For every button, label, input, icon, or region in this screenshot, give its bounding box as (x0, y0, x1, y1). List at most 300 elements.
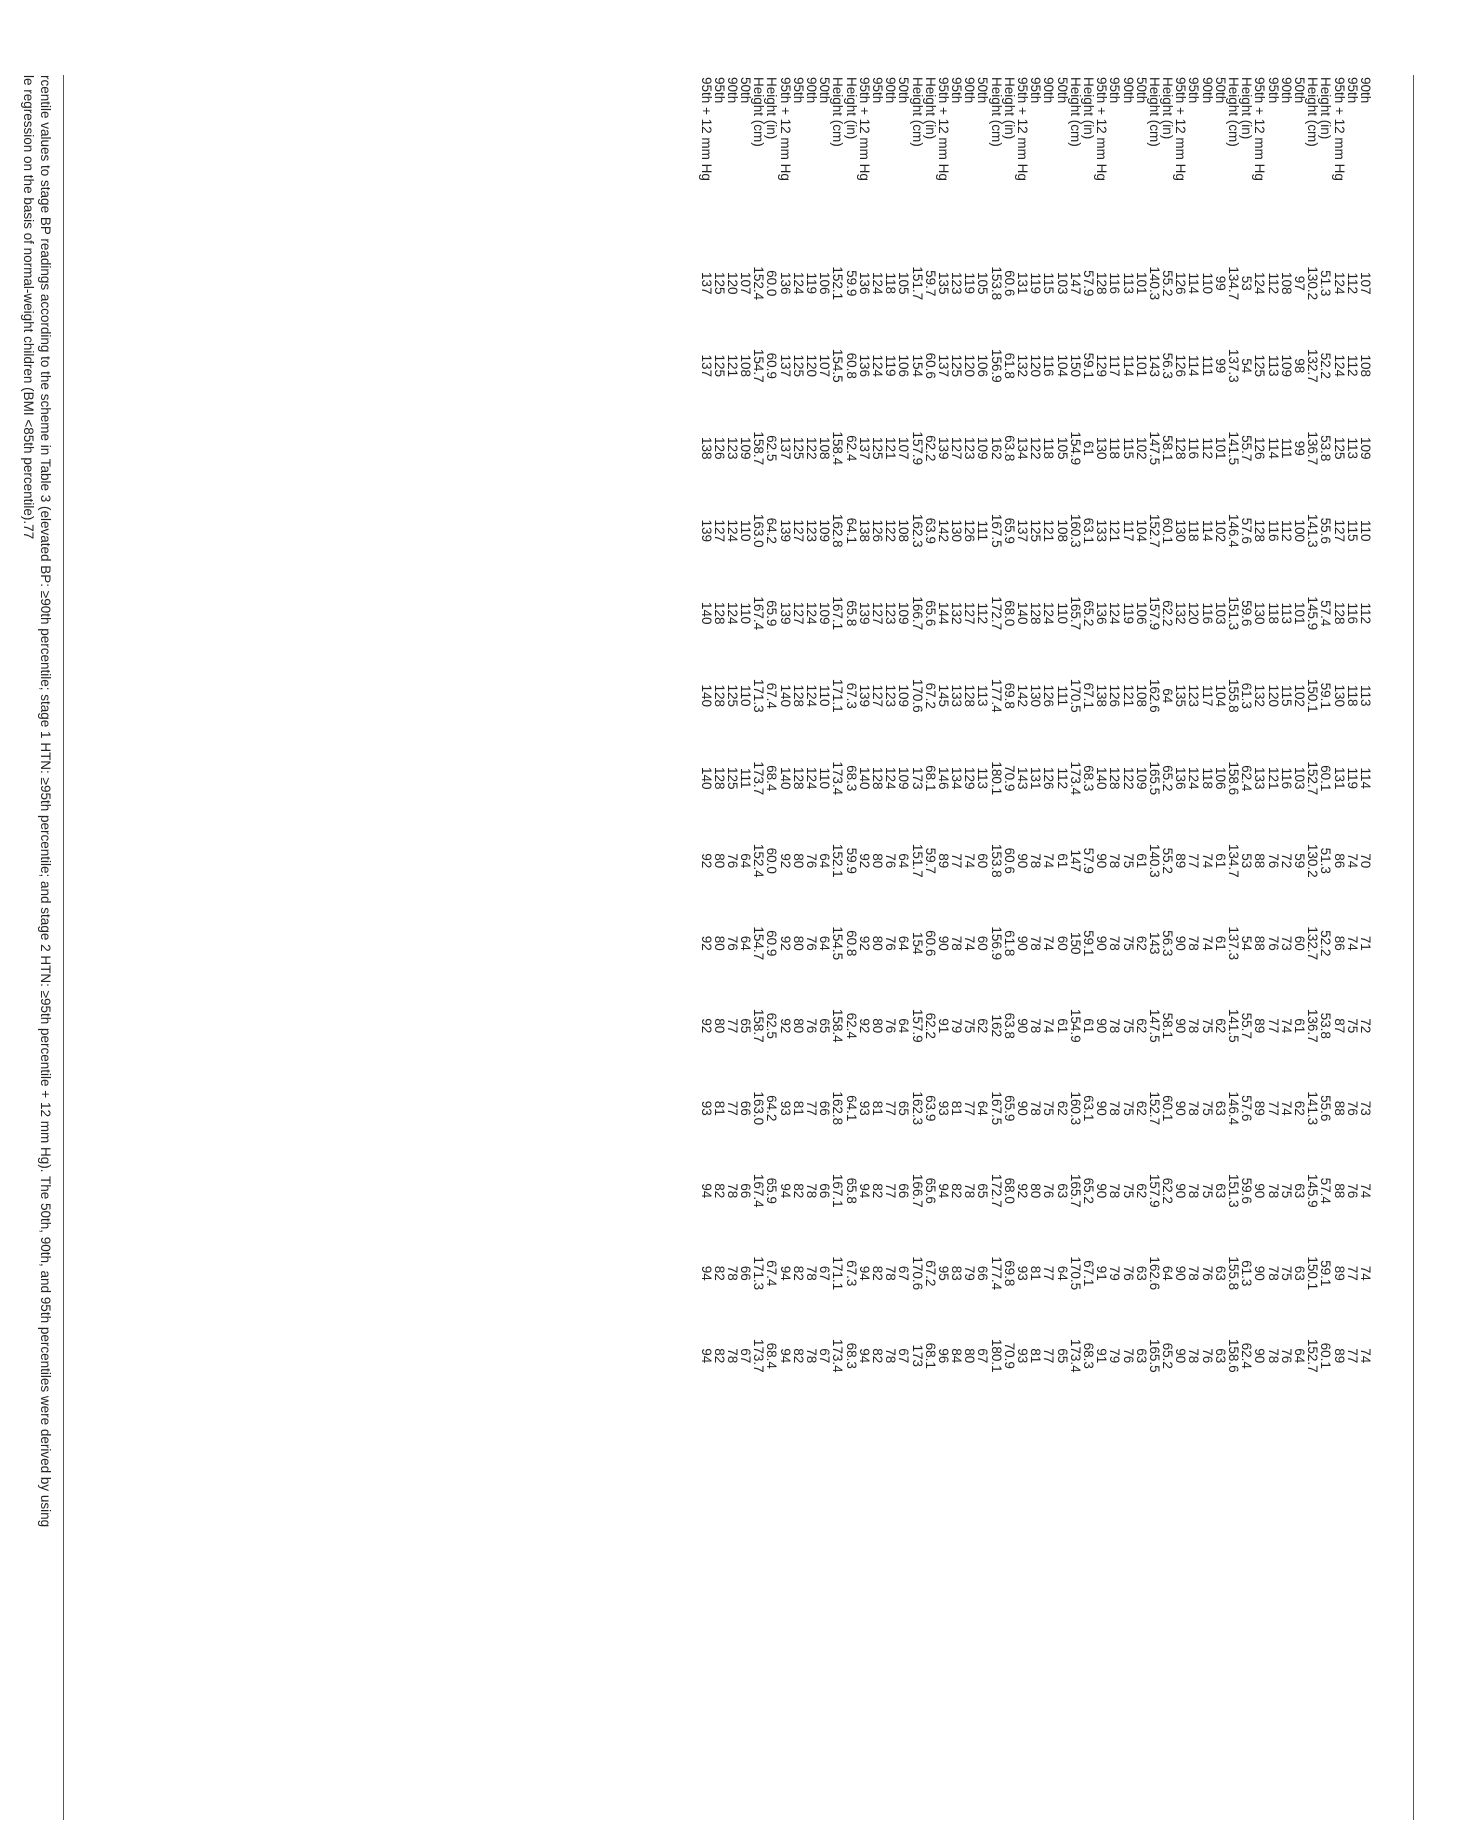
table-cell: 73 (1278, 935, 1294, 951)
table-row (1227, 75, 1240, 1397)
table-cell: 136.7 (1305, 431, 1321, 466)
table-cell: 76 (1041, 1183, 1057, 1199)
table-cell: 78 (1107, 1018, 1123, 1034)
table-cell: 77 (883, 1183, 899, 1199)
table-cell: 167.4 (751, 1173, 767, 1208)
table-cell: 62.4 (843, 435, 859, 462)
table-cell: 60 (1291, 935, 1307, 951)
table-cell: 152.1 (830, 843, 846, 878)
row-label: 50th (1291, 77, 1307, 104)
row-label: Height (cm) (1226, 77, 1242, 147)
table-cell: 68.0 (1001, 600, 1017, 627)
table-cell: 51.3 (1318, 847, 1334, 874)
table-cell: 67 (817, 1348, 833, 1364)
table-cell: 137.3 (1226, 348, 1242, 383)
table-cell: 112 (1344, 354, 1360, 377)
table-cell: 59.6 (1239, 1177, 1255, 1204)
table-cell: 81 (1028, 1348, 1044, 1364)
table-cell: 82 (711, 1183, 727, 1199)
table-row (726, 75, 739, 1397)
table-cell: 99 (1212, 358, 1228, 374)
table-cell: 68.3 (1080, 1342, 1096, 1369)
table-cell: 151.7 (909, 266, 925, 301)
table-cell: 57.6 (1239, 517, 1255, 544)
table-cell: 103 (1212, 601, 1228, 625)
table-cell: 55.2 (1160, 847, 1176, 874)
table-cell: 79 (1107, 1348, 1123, 1364)
table-cell: 63 (1133, 1348, 1149, 1364)
table-cell: 77 (949, 853, 965, 869)
table-cell: 137 (777, 354, 793, 378)
table-row (1280, 75, 1293, 1397)
table-cell: 65.2 (1080, 1177, 1096, 1204)
table-cell: 58.1 (1160, 435, 1176, 462)
table-cell: 92 (777, 1018, 793, 1034)
table-cell: 132.7 (1305, 926, 1321, 961)
table-cell: 62.5 (764, 435, 780, 462)
table-cell: 75 (1199, 1183, 1215, 1199)
table-cell: 90 (935, 935, 951, 951)
table-cell: 89 (1331, 1265, 1347, 1281)
table-cell: 137 (698, 271, 714, 295)
table-cell: 109 (738, 436, 754, 460)
table-cell: 99 (1212, 275, 1228, 291)
table-cell: 66 (738, 1265, 754, 1281)
table-cell: 59.1 (1318, 1260, 1334, 1287)
table-cell: 131 (1331, 766, 1347, 790)
table-cell: 121 (1120, 684, 1136, 708)
row-label: Height (cm) (751, 77, 767, 147)
table-cell: 60.6 (922, 352, 938, 379)
table-row (1069, 75, 1082, 1397)
table-cell: 62 (1133, 935, 1149, 951)
table-cell: 98 (1291, 358, 1307, 374)
table-cell: 77 (1265, 1018, 1281, 1034)
table-cell: 125 (711, 271, 727, 295)
table-cell: 122 (1120, 766, 1136, 790)
table-row (924, 75, 937, 1397)
table-cell: 125 (711, 354, 727, 378)
row-label: 95th (1186, 77, 1202, 104)
table-cell: 141.3 (1305, 1091, 1321, 1126)
table-cell: 62 (1212, 1018, 1228, 1034)
table-cell: 80 (790, 1018, 806, 1034)
table-cell: 65.9 (1001, 1095, 1017, 1122)
table-cell: 110 (738, 519, 754, 542)
table-row (990, 75, 1003, 1397)
table-cell: 144 (935, 601, 951, 625)
table-row (1016, 75, 1029, 1397)
table-cell: 125 (1252, 354, 1268, 378)
table-cell: 89 (1331, 1348, 1347, 1364)
table-cell: 137 (1015, 519, 1031, 543)
table-cell: 135 (935, 271, 951, 295)
table-row (976, 75, 989, 1397)
table-cell: 173 (909, 766, 925, 790)
table-cell: 113 (1120, 272, 1136, 295)
table-cell: 67.2 (922, 1260, 938, 1287)
table-cell: 113 (1357, 684, 1373, 707)
table-cell: 69.8 (1001, 1260, 1017, 1287)
table-cell: 118 (1186, 519, 1202, 542)
table-cell: 114 (1186, 354, 1202, 377)
table-cell: 74 (1344, 935, 1360, 951)
table-cell: 111 (975, 520, 991, 542)
table-cell: 61 (1133, 853, 1149, 869)
row-label: 95th (711, 77, 727, 104)
table-cell: 60.1 (1318, 1342, 1334, 1369)
table-cell: 173.4 (830, 1338, 846, 1373)
table-cell: 82 (711, 1348, 727, 1364)
table-cell: 104 (1054, 354, 1070, 378)
table-cell: 116 (1186, 437, 1202, 460)
table-cell: 70 (1357, 853, 1373, 869)
table-cell: 76 (1120, 1348, 1136, 1364)
table-cell: 94 (935, 1183, 951, 1199)
table-cell: 62.2 (1160, 1177, 1176, 1204)
table-cell: 82 (790, 1183, 806, 1199)
table-row (805, 75, 818, 1397)
table-cell: 64 (896, 1018, 912, 1034)
row-label: Height (in) (764, 77, 780, 140)
table-cell: 145.9 (1305, 1173, 1321, 1208)
table-cell: 64 (738, 935, 754, 951)
table-row (779, 75, 792, 1397)
table-cell: 140 (777, 684, 793, 708)
table-cell: 180.1 (988, 761, 1004, 796)
table-cell: 126 (1041, 766, 1057, 790)
table-cell: 116 (1344, 602, 1360, 625)
table-cell: 76 (1265, 935, 1281, 951)
table-cell: 55.7 (1239, 435, 1255, 462)
table-cell: 139 (777, 601, 793, 625)
table-cell: 109 (817, 519, 833, 543)
table-cell: 165.7 (1067, 596, 1083, 631)
table-cell: 65.2 (1160, 1342, 1176, 1369)
table-cell: 62.2 (922, 435, 938, 462)
table-cell: 120 (962, 354, 978, 378)
table-cell: 76 (1199, 1265, 1215, 1281)
row-label: 90th (962, 77, 978, 104)
table-row (1029, 75, 1042, 1397)
table-cell: 125 (790, 354, 806, 378)
table-cell: 131 (1015, 271, 1031, 295)
table-cell: 102 (1291, 684, 1307, 708)
table-cell: 128 (711, 684, 727, 708)
table-cell: 158.6 (1226, 761, 1242, 796)
table-cell: 128 (1094, 271, 1110, 295)
table-cell: 67.4 (764, 1260, 780, 1287)
table-cell: 90 (1252, 1183, 1268, 1199)
table-cell: 113 (975, 767, 991, 790)
row-label: Height (in) (1080, 77, 1096, 140)
table-cell: 109 (1133, 766, 1149, 790)
table-cell: 128 (1252, 519, 1268, 543)
table-cell: 90 (1173, 1183, 1189, 1199)
table-cell: 128 (1028, 601, 1044, 625)
table-cell: 64 (1160, 688, 1176, 704)
row-label: 90th (1199, 77, 1215, 104)
table-cell: 117 (1120, 519, 1136, 542)
table-cell: 138 (856, 519, 872, 543)
table-cell: 106 (1133, 601, 1149, 625)
row-label: Height (in) (843, 77, 859, 140)
table-cell: 121 (724, 354, 740, 378)
table-cell: 75 (1120, 853, 1136, 869)
table-cell: 146.4 (1226, 1091, 1242, 1126)
row-label: 90th (1278, 77, 1294, 104)
table-cell: 123 (949, 271, 965, 295)
table-cell: 150 (1067, 931, 1083, 955)
table-cell: 124 (804, 684, 820, 708)
table-cell: 166.7 (909, 596, 925, 631)
table-cell: 121 (1107, 519, 1123, 543)
table-cell: 91 (935, 1018, 951, 1034)
row-label: 90th (883, 77, 899, 104)
table-row (792, 75, 805, 1397)
table-cell: 74 (1041, 853, 1057, 869)
table-cell: 93 (1015, 1348, 1031, 1364)
table-cell: 112 (1357, 602, 1373, 625)
table-cell: 67 (738, 1348, 754, 1364)
table-cell: 64.1 (843, 517, 859, 544)
table-cell: 78 (1265, 1183, 1281, 1199)
table-cell: 171.3 (751, 1256, 767, 1291)
table-cell: 105 (896, 271, 912, 295)
table-cell: 90 (1173, 1018, 1189, 1034)
table-cell: 130 (949, 519, 965, 543)
table-cell: 74 (962, 853, 978, 869)
table-cell: 65.6 (922, 1177, 938, 1204)
table-cell: 136 (1094, 601, 1110, 625)
table-cell: 63 (1054, 1183, 1070, 1199)
table-cell: 51.3 (1318, 270, 1334, 297)
table-cell: 60 (975, 853, 991, 869)
table-cell: 92 (698, 935, 714, 951)
table-top-rule (63, 75, 64, 1820)
table-cell: 132 (1015, 354, 1031, 378)
table-row (739, 75, 752, 1397)
table-cell: 108 (1054, 519, 1070, 543)
table-cell: 78 (724, 1265, 740, 1281)
table-row (858, 75, 871, 1397)
table-cell: 77 (1344, 1265, 1360, 1281)
table-cell: 113 (1278, 602, 1294, 625)
table-cell: 79 (1107, 1265, 1123, 1281)
table-cell: 80 (790, 935, 806, 951)
table-cell: 112 (1278, 519, 1294, 542)
table-cell: 57.9 (1080, 847, 1096, 874)
row-label: 95th (1107, 77, 1123, 104)
table-cell: 80 (869, 935, 885, 951)
table-cell: 126 (711, 436, 727, 460)
table-cell: 141.3 (1305, 513, 1321, 548)
table-cell: 67.1 (1080, 1260, 1096, 1287)
table-cell: 63 (1291, 1183, 1307, 1199)
table-cell: 163.0 (751, 1091, 767, 1126)
table-cell: 121 (1041, 519, 1057, 543)
table-cell: 61 (1212, 935, 1228, 951)
table-cell: 109 (1357, 436, 1373, 460)
table-cell: 81 (711, 1100, 727, 1116)
table-row (818, 75, 831, 1397)
table-cell: 89 (1252, 1100, 1268, 1116)
bp-percentile-table (699, 75, 1372, 1397)
table-cell: 101 (1291, 601, 1307, 625)
table-cell: 90 (1015, 853, 1031, 869)
table-cell: 173.4 (1067, 1338, 1083, 1373)
table-cell: 110 (738, 602, 754, 625)
table-cell: 77 (1186, 853, 1202, 869)
table-cell: 53 (1239, 275, 1255, 291)
table-cell: 56.3 (1160, 930, 1176, 957)
table-cell: 61.8 (1001, 352, 1017, 379)
table-cell: 126 (1252, 436, 1268, 460)
row-label: 95th (790, 77, 806, 104)
table-cell: 110 (738, 684, 754, 707)
table-cell: 114 (1199, 519, 1215, 542)
table-cell: 77 (1344, 1348, 1360, 1364)
table-row (884, 75, 897, 1397)
table-cell: 128 (1331, 601, 1347, 625)
table-cell: 63 (1212, 1183, 1228, 1199)
row-label: Height (in) (1001, 77, 1017, 140)
table-cell: 62.4 (1239, 1342, 1255, 1369)
table-cell: 78 (1186, 1018, 1202, 1034)
table-cell: 81 (1028, 1265, 1044, 1281)
table-cell: 147.5 (1146, 1008, 1162, 1043)
table-cell: 119 (1344, 767, 1360, 790)
table-cell: 60.0 (764, 847, 780, 874)
table-cell: 65.2 (1080, 600, 1096, 627)
table-cell: 143 (1146, 931, 1162, 955)
table-row (1095, 75, 1108, 1397)
row-label: 90th (1120, 77, 1136, 104)
row-label: Height (cm) (830, 77, 846, 147)
table-cell: 52.2 (1318, 352, 1334, 379)
table-cell: 127 (711, 519, 727, 543)
table-cell: 55.2 (1160, 270, 1176, 297)
table-cell: 162 (988, 436, 1004, 460)
row-label: 50th (1133, 77, 1149, 104)
table-row (1148, 75, 1161, 1397)
table-cell: 101 (1133, 354, 1149, 378)
table-cell: 60.9 (764, 352, 780, 379)
table-cell: 65.6 (922, 600, 938, 627)
table-cell: 154.5 (830, 348, 846, 383)
table-row (1359, 75, 1372, 1397)
table-cell: 74 (1041, 1018, 1057, 1034)
table-cell: 62 (1133, 1183, 1149, 1199)
table-cell: 107 (1357, 271, 1373, 295)
table-cell: 67 (896, 1348, 912, 1364)
table-cell: 124 (869, 354, 885, 378)
table-cell: 80 (711, 1018, 727, 1034)
table-cell: 78 (724, 1183, 740, 1199)
table-cell: 172.7 (988, 596, 1004, 631)
table-cell: 140.3 (1146, 266, 1162, 301)
table-cell: 150.1 (1305, 1256, 1321, 1291)
table-cell: 140 (1094, 766, 1110, 790)
table-cell: 120 (1028, 354, 1044, 378)
table-cell: 55.7 (1239, 1012, 1255, 1039)
table-cell: 124 (883, 766, 899, 790)
table-cell: 75 (1278, 1183, 1294, 1199)
table-cell: 91 (1094, 1348, 1110, 1364)
table-cell: 139 (777, 519, 793, 543)
table-cell: 124 (1041, 601, 1057, 625)
table-row (1240, 75, 1253, 1397)
table-cell: 162.6 (1146, 1256, 1162, 1291)
table-cell: 123 (724, 436, 740, 460)
table-cell: 66 (817, 1100, 833, 1116)
table-cell: 145 (935, 684, 951, 708)
table-cell: 65 (896, 1100, 912, 1116)
table-cell: 128 (790, 766, 806, 790)
table-cell: 94 (777, 1265, 793, 1281)
table-cell: 62 (1133, 1100, 1149, 1116)
table-cell: 126 (962, 519, 978, 543)
table-cell: 108 (896, 519, 912, 543)
table-cell: 66 (738, 1100, 754, 1116)
table-row (1161, 75, 1174, 1397)
table-row (1056, 75, 1069, 1397)
table-cell: 152.7 (1305, 1338, 1321, 1373)
table-cell: 112 (1199, 437, 1215, 460)
table-cell: 142 (935, 519, 951, 543)
table-cell: 75 (1278, 1265, 1294, 1281)
table-cell: 139 (856, 684, 872, 708)
table-cell: 60.1 (1160, 517, 1176, 544)
table-cell: 140 (698, 684, 714, 708)
table-cell: 88 (1252, 935, 1268, 951)
table-cell: 90 (1094, 1100, 1110, 1116)
table-cell: 125 (1331, 436, 1347, 460)
table-cell: 86 (1331, 935, 1347, 951)
table-row (765, 75, 778, 1397)
table-cell: 156.9 (988, 348, 1004, 383)
table-cell: 62 (1291, 1100, 1307, 1116)
table-cell: 157.9 (1146, 1173, 1162, 1208)
table-cell: 130 (1028, 684, 1044, 708)
table-cell: 76 (883, 853, 899, 869)
table-cell: 74 (1199, 853, 1215, 869)
table-cell: 134 (949, 766, 965, 790)
table-cell: 76 (883, 1018, 899, 1034)
table-cell: 122 (883, 519, 899, 543)
table-cell: 92 (856, 853, 872, 869)
table-cell: 96 (935, 1348, 951, 1364)
table-row (845, 75, 858, 1397)
table-cell: 111 (1199, 355, 1215, 377)
table-cell: 124 (869, 271, 885, 295)
table-cell: 131 (1028, 766, 1044, 790)
table-cell: 59.9 (843, 270, 859, 297)
table-cell: 60.8 (843, 352, 859, 379)
table-cell: 76 (1344, 1100, 1360, 1116)
table-cell: 78 (804, 1348, 820, 1364)
table-cell: 92 (1015, 1183, 1031, 1199)
table-cell: 60 (1054, 935, 1070, 951)
row-label: Height (cm) (1067, 77, 1083, 147)
table-cell: 152.7 (1146, 1091, 1162, 1126)
table-cell: 78 (1107, 1100, 1123, 1116)
table-cell: 78 (1028, 1100, 1044, 1116)
table-cell: 75 (1120, 1018, 1136, 1034)
table-cell: 74 (1278, 1100, 1294, 1116)
table-cell: 65.9 (1001, 517, 1017, 544)
table-cell: 67.3 (843, 1260, 859, 1287)
